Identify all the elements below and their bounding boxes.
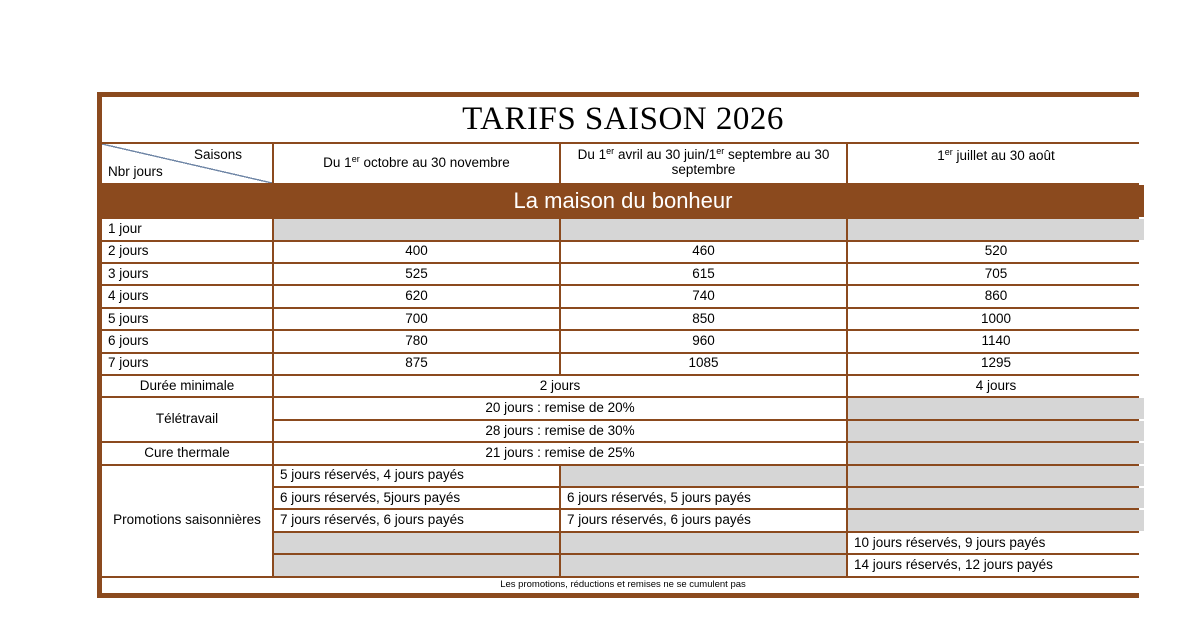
price-cell: 875 [274,354,559,374]
season-header-mid: Du 1er avril au 30 juin/1er septembre au 30 septembre [561,144,846,183]
row-label: Promotions saisonnières [102,466,272,576]
table-row [102,354,1144,374]
price-cell: 1295 [848,354,1144,374]
price-cell: 525 [274,264,559,284]
price-cell: 400 [274,242,559,262]
row-label: 1 jour [102,219,272,239]
row-label: 6 jours [102,331,272,351]
teletravail-row [102,398,1144,418]
empty-cell [848,443,1144,463]
promo-cell: 10 jours réservés, 9 jours payés [848,533,1144,553]
corner-days-label: Nbr jours [108,163,163,179]
promo-cell: 5 jours réservés, 4 jours payés [274,466,559,486]
promo-cell: 7 jours réservés, 6 jours payés [274,510,559,530]
empty-cell [848,510,1144,530]
empty-cell [848,488,1144,508]
table-row [102,264,1144,284]
row-label: 5 jours [102,309,272,329]
row-label: 4 jours [102,286,272,306]
tariff-table [100,95,1146,595]
price-cell: 705 [848,264,1144,284]
table-row [102,331,1144,351]
price-cell: 1000 [848,309,1144,329]
empty-cell [561,555,846,575]
price-cell: 780 [274,331,559,351]
teletravail-offer: 28 jours : remise de 30% [274,421,846,441]
empty-cell [561,219,846,239]
footer-note: Les promotions, réductions et remises ne se cumulent pas [102,578,1144,593]
row-label: 2 jours [102,242,272,262]
cure-offer: 21 jours : remise de 25% [274,443,846,463]
empty-cell [848,219,1144,239]
table-row [102,242,1144,262]
empty-cell [274,219,559,239]
empty-cell [561,533,846,553]
table-row [102,309,1144,329]
row-label: 7 jours [102,354,272,374]
promo-cell: 14 jours réservés, 12 jours payés [848,555,1144,575]
row-label: 3 jours [102,264,272,284]
minimum-duration-high: 4 jours [848,376,1144,396]
cure-row [102,443,1144,463]
row-label: Télétravail [102,398,272,441]
empty-cell [848,421,1144,441]
promo-cell: 7 jours réservés, 6 jours payés [561,510,846,530]
price-cell: 615 [561,264,846,284]
row-label: Durée minimale [102,376,272,396]
minimum-duration-row [102,376,1144,396]
price-cell: 520 [848,242,1144,262]
promo-cell: 6 jours réservés, 5jours payés [274,488,559,508]
corner-header-cell [102,144,272,183]
price-cell: 700 [274,309,559,329]
section-heading: La maison du bonheur [102,185,1144,218]
empty-cell [848,398,1144,418]
price-cell: 740 [561,286,846,306]
price-cell: 620 [274,286,559,306]
price-cell: 460 [561,242,846,262]
tariff-frame [97,92,1139,598]
season-header-low: Du 1er octobre au 30 novembre [274,144,559,183]
price-cell: 1085 [561,354,846,374]
page-title: TARIFS SAISON 2026 [102,97,1144,142]
teletravail-offer: 20 jours : remise de 20% [274,398,846,418]
row-label: Cure thermale [102,443,272,463]
price-cell: 860 [848,286,1144,306]
table-row [102,286,1144,306]
minimum-duration-low-mid: 2 jours [274,376,846,396]
promo-row [102,466,1144,486]
promo-cell: 6 jours réservés, 5 jours payés [561,488,846,508]
price-cell: 850 [561,309,846,329]
season-header-high: 1er juillet au 30 août [848,144,1144,183]
empty-cell [274,555,559,575]
empty-cell [848,466,1144,486]
corner-seasons-label: Saisons [193,146,242,162]
price-cell: 1140 [848,331,1144,351]
table-row [102,219,1144,239]
price-cell: 960 [561,331,846,351]
empty-cell [561,466,846,486]
empty-cell [274,533,559,553]
